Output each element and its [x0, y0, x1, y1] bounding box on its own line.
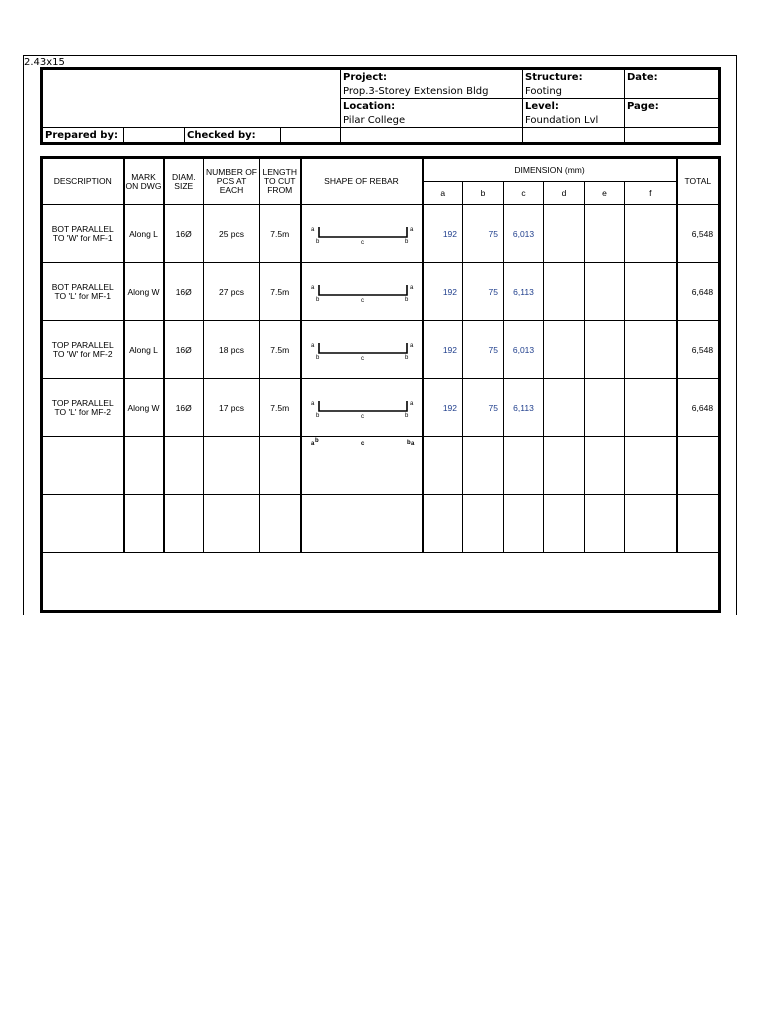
col-shape: SHAPE OF REBAR: [301, 159, 423, 205]
date-label: Date:: [625, 70, 719, 85]
svg-text:c: c: [360, 441, 364, 447]
table-row: [43, 321, 719, 379]
svg-text:c: c: [360, 355, 364, 361]
rebar-schedule-table: [42, 158, 719, 611]
footer-cell-2: [523, 128, 625, 143]
prepared-by-field[interactable]: [124, 128, 185, 143]
row-dim-a: 192: [423, 205, 463, 263]
svg-text:b: b: [315, 354, 319, 361]
rebar-shape-icon: [307, 397, 417, 419]
table-row-empty: [43, 495, 719, 553]
col-length: LENGTH TO CUT FROM: [260, 159, 301, 205]
row-pcs: 17 pcs: [204, 379, 260, 437]
svg-text:a: a: [310, 284, 314, 291]
svg-text:a: a: [410, 441, 414, 447]
rebar-shape-icon: [307, 281, 417, 303]
svg-text:c: c: [360, 239, 364, 245]
row-dim-f: [625, 263, 677, 321]
col-total: TOTAL: [677, 159, 719, 205]
svg-text:a: a: [409, 284, 413, 291]
svg-text:a: a: [409, 226, 413, 233]
structure-value: Footing: [523, 84, 625, 99]
svg-text:c: c: [360, 297, 364, 303]
col-f: f: [625, 182, 677, 205]
row-mark: Along L: [124, 205, 164, 263]
row-length: 7.5m: [260, 321, 301, 379]
svg-text:a: a: [310, 400, 314, 407]
project-header: [42, 69, 719, 143]
row-length: 7.5m: [260, 379, 301, 437]
row-diam: 16Ø: [164, 205, 204, 263]
table-row-empty: [43, 437, 719, 495]
rebar-shape: [301, 379, 423, 437]
row-total: 6,548: [677, 205, 719, 263]
svg-text:b: b: [404, 238, 408, 245]
row-pcs: 27 pcs: [204, 263, 260, 321]
row-diam: 16Ø: [164, 321, 204, 379]
row-diam: 16Ø: [164, 379, 204, 437]
page-label: Page:: [625, 99, 719, 114]
row-total: 6,648: [677, 263, 719, 321]
row-length: 7.5m: [260, 263, 301, 321]
svg-text:b: b: [314, 438, 319, 444]
col-description: DESCRIPTION: [43, 159, 124, 205]
table-row: [43, 205, 719, 263]
rebar-shape: [301, 205, 423, 263]
row-dim-a: 192: [423, 263, 463, 321]
row-dim-e: [585, 205, 625, 263]
svg-text:c: c: [360, 413, 364, 419]
svg-text:a: a: [409, 342, 413, 349]
col-d: d: [544, 182, 585, 205]
row-mark: Along W: [124, 263, 164, 321]
svg-text:b: b: [315, 296, 319, 303]
col-mark: MARK ON DWG: [124, 159, 164, 205]
row-dim-c: 6,113: [504, 263, 544, 321]
row-dim-b: 75: [463, 379, 504, 437]
col-e: e: [585, 182, 625, 205]
row-dim-b: 75: [463, 263, 504, 321]
date-value: [625, 84, 719, 99]
row-description: BOT PARALLEL TO 'W' for MF-1: [43, 205, 124, 263]
svg-text:a: a: [409, 400, 413, 407]
row-dim-d: [544, 321, 585, 379]
row-mark: Along W: [124, 379, 164, 437]
svg-text:a: a: [310, 441, 314, 447]
row-diam: 16Ø: [164, 263, 204, 321]
row-dim-e: [585, 263, 625, 321]
row-pcs: 18 pcs: [204, 321, 260, 379]
checked-by-field[interactable]: [281, 128, 341, 143]
col-dimension: DIMENSION (mm): [423, 159, 677, 182]
row-description: BOT PARALLEL TO 'L' for MF-1: [43, 263, 124, 321]
row-dim-a: 192: [423, 379, 463, 437]
remarks-row: [43, 553, 719, 611]
row-dim-f: [625, 205, 677, 263]
level-label: Level:: [523, 99, 625, 114]
row-dim-a: 192: [423, 321, 463, 379]
row-dim-d: [544, 205, 585, 263]
row-dim-c: 6,013: [504, 321, 544, 379]
rebar-shape-empty: [301, 437, 423, 495]
row-dim-f: [625, 379, 677, 437]
level-value: Foundation Lvl: [523, 113, 625, 128]
prepared-by-label: Prepared by:: [43, 128, 124, 143]
shape-labels-icon: [307, 437, 417, 447]
svg-text:b: b: [315, 238, 319, 245]
row-pcs: 25 pcs: [204, 205, 260, 263]
row-length: 7.5m: [260, 205, 301, 263]
row-description: TOP PARALLEL TO 'L' for MF-2: [43, 379, 124, 437]
rebar-shape: [301, 321, 423, 379]
row-dim-e: [585, 379, 625, 437]
col-b: b: [463, 182, 504, 205]
svg-text:b: b: [315, 412, 319, 419]
svg-text:b: b: [404, 354, 408, 361]
col-diam: DIAM. SIZE: [164, 159, 204, 205]
checked-by-label: Checked by:: [185, 128, 281, 143]
row-dim-b: 75: [463, 205, 504, 263]
row-dim-f: [625, 321, 677, 379]
row-dim-d: [544, 263, 585, 321]
table-row: [43, 263, 719, 321]
col-c: c: [504, 182, 544, 205]
rebar-shape: [301, 263, 423, 321]
row-dim-b: 75: [463, 321, 504, 379]
location-value: Pilar College: [341, 113, 523, 128]
location-label: Location:: [341, 99, 523, 114]
svg-text:b: b: [404, 412, 408, 419]
row-dim-e: [585, 321, 625, 379]
svg-text:a: a: [310, 226, 314, 233]
structure-label: Structure:: [523, 70, 625, 85]
table-row: [43, 379, 719, 437]
footer-cell-3: [625, 128, 719, 143]
row-total: 6,548: [677, 321, 719, 379]
header-blank-cell: [43, 70, 341, 128]
svg-text:b: b: [406, 440, 411, 446]
row-total: 6,648: [677, 379, 719, 437]
remarks-area: [43, 553, 719, 611]
row-dim-c: 6,113: [504, 379, 544, 437]
rebar-shape-icon: [307, 339, 417, 361]
page-value: [625, 113, 719, 128]
col-a: a: [423, 182, 463, 205]
sheet-code: 2.43x15: [24, 57, 65, 68]
svg-text:a: a: [310, 342, 314, 349]
project-label: Project:: [341, 70, 523, 85]
project-value: Prop.3-Storey Extension Bldg: [341, 84, 523, 99]
svg-text:b: b: [404, 296, 408, 303]
col-pcs: NUMBER OF PCS AT EACH: [204, 159, 260, 205]
footer-cell-1: [341, 128, 523, 143]
rebar-shape-icon: [307, 223, 417, 245]
row-dim-c: 6,013: [504, 205, 544, 263]
row-description: TOP PARALLEL TO 'W' for MF-2: [43, 321, 124, 379]
row-dim-d: [544, 379, 585, 437]
row-mark: Along L: [124, 321, 164, 379]
